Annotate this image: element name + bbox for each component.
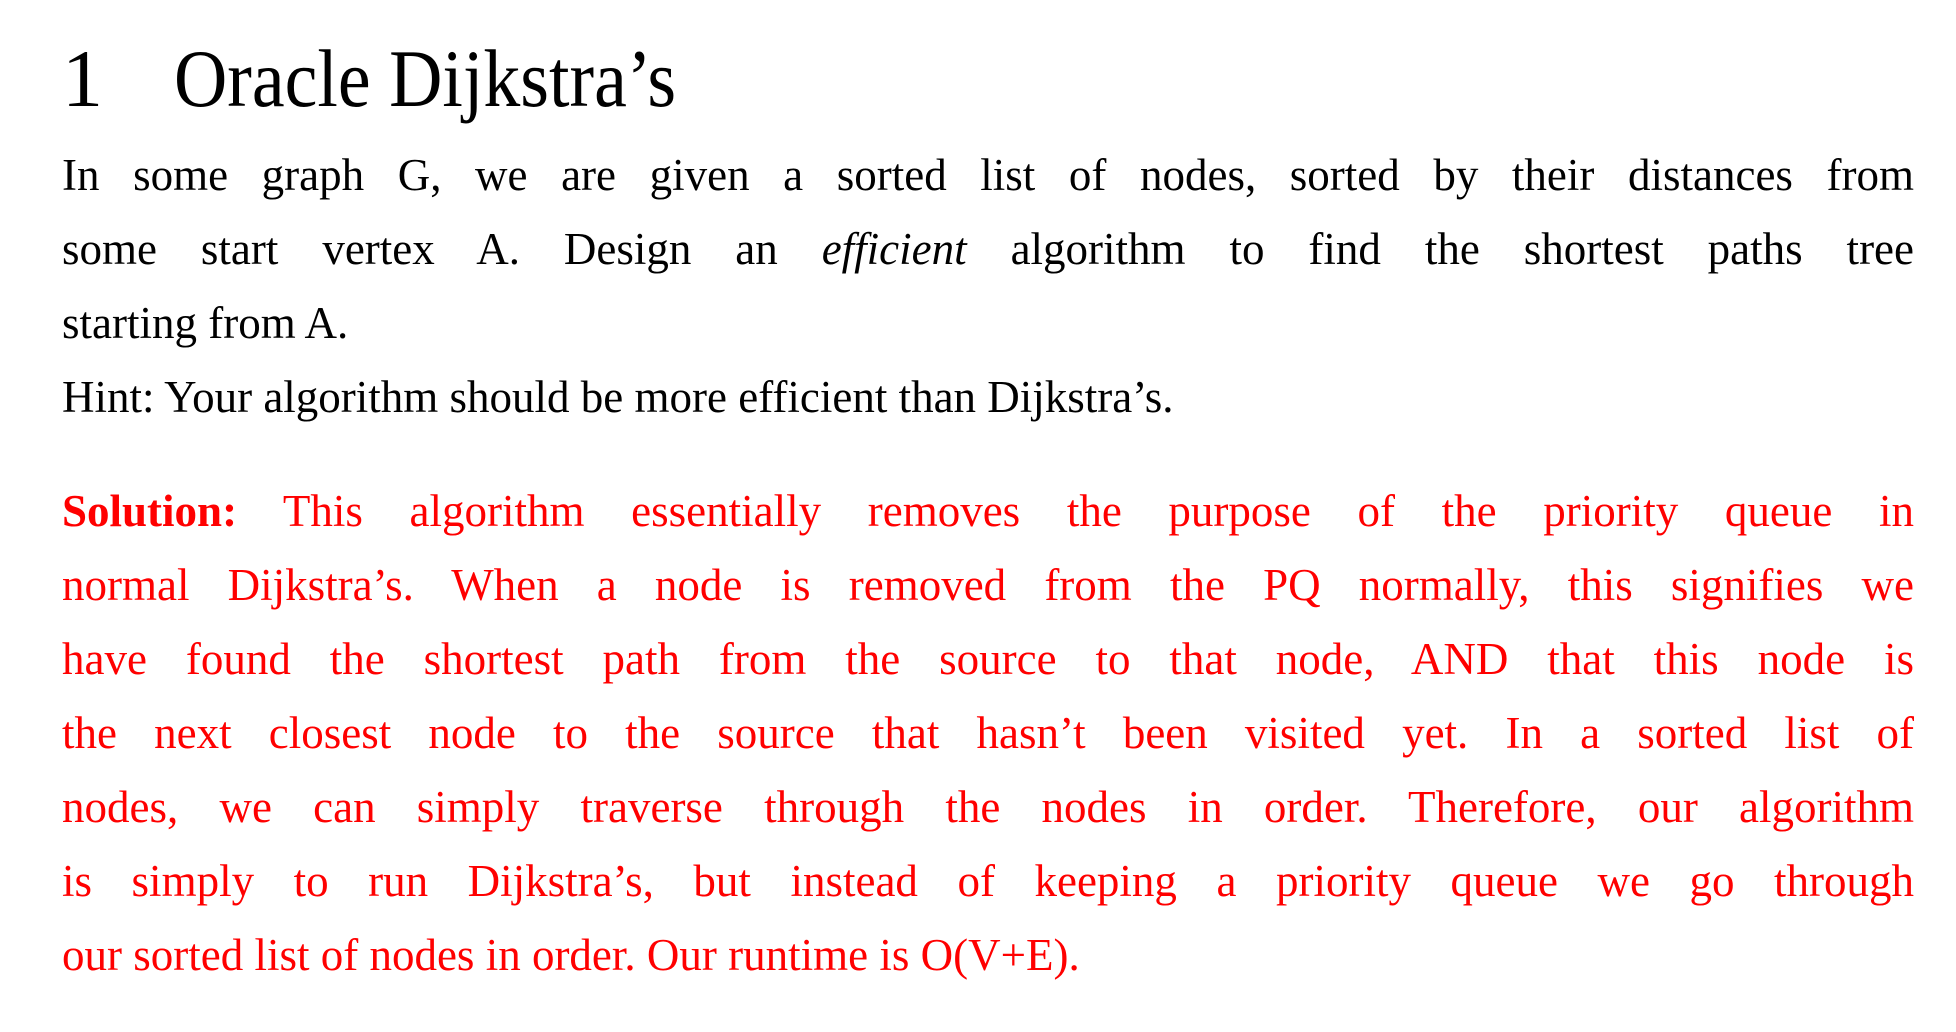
emphasis-text: efficient — [821, 224, 967, 274]
problem-text: some start vertex A. Design an — [62, 224, 822, 274]
solution-block — [62, 474, 1914, 992]
hint-text: Hint: Your algorithm should be more efficient than Dijkstra’s. — [62, 372, 1174, 422]
solution-line: normal Dijkstra’s. When a node is removed from the PQ normally, this signifies we — [62, 560, 1914, 610]
solution-text: This algorithm essentially removes the purpose of the priority queue in — [237, 486, 1914, 536]
problem-line: In some graph G, we are given a sorted list of nodes, sorted by their distances from — [62, 150, 1914, 200]
solution-line: our sorted list of nodes in order. Our runtime is O(V+E). — [62, 930, 1080, 980]
section-heading — [62, 20, 1914, 138]
problem-line: starting from A. — [62, 298, 349, 348]
document-page — [62, 20, 1914, 992]
solution-label: Solution: — [62, 486, 238, 536]
problem-statement — [62, 138, 1914, 360]
section-title: Oracle Dijkstra’s — [174, 33, 677, 124]
solution-line: nodes, we can simply traverse through the nodes in order. Therefore, our algorithm — [62, 782, 1914, 832]
solution-line: is simply to run Dijkstra’s, but instead of keeping a priority queue we go through — [62, 856, 1914, 906]
problem-line — [62, 212, 1914, 286]
solution-line: have found the shortest path from the source to that node, AND that this node is — [62, 634, 1914, 684]
problem-text: algorithm to find the shortest paths tree — [966, 224, 1914, 274]
solution-line — [62, 474, 1914, 548]
solution-line: the next closest node to the source that hasn’t been visited yet. In a sorted list of — [62, 708, 1914, 758]
section-number: 1 — [62, 33, 103, 124]
